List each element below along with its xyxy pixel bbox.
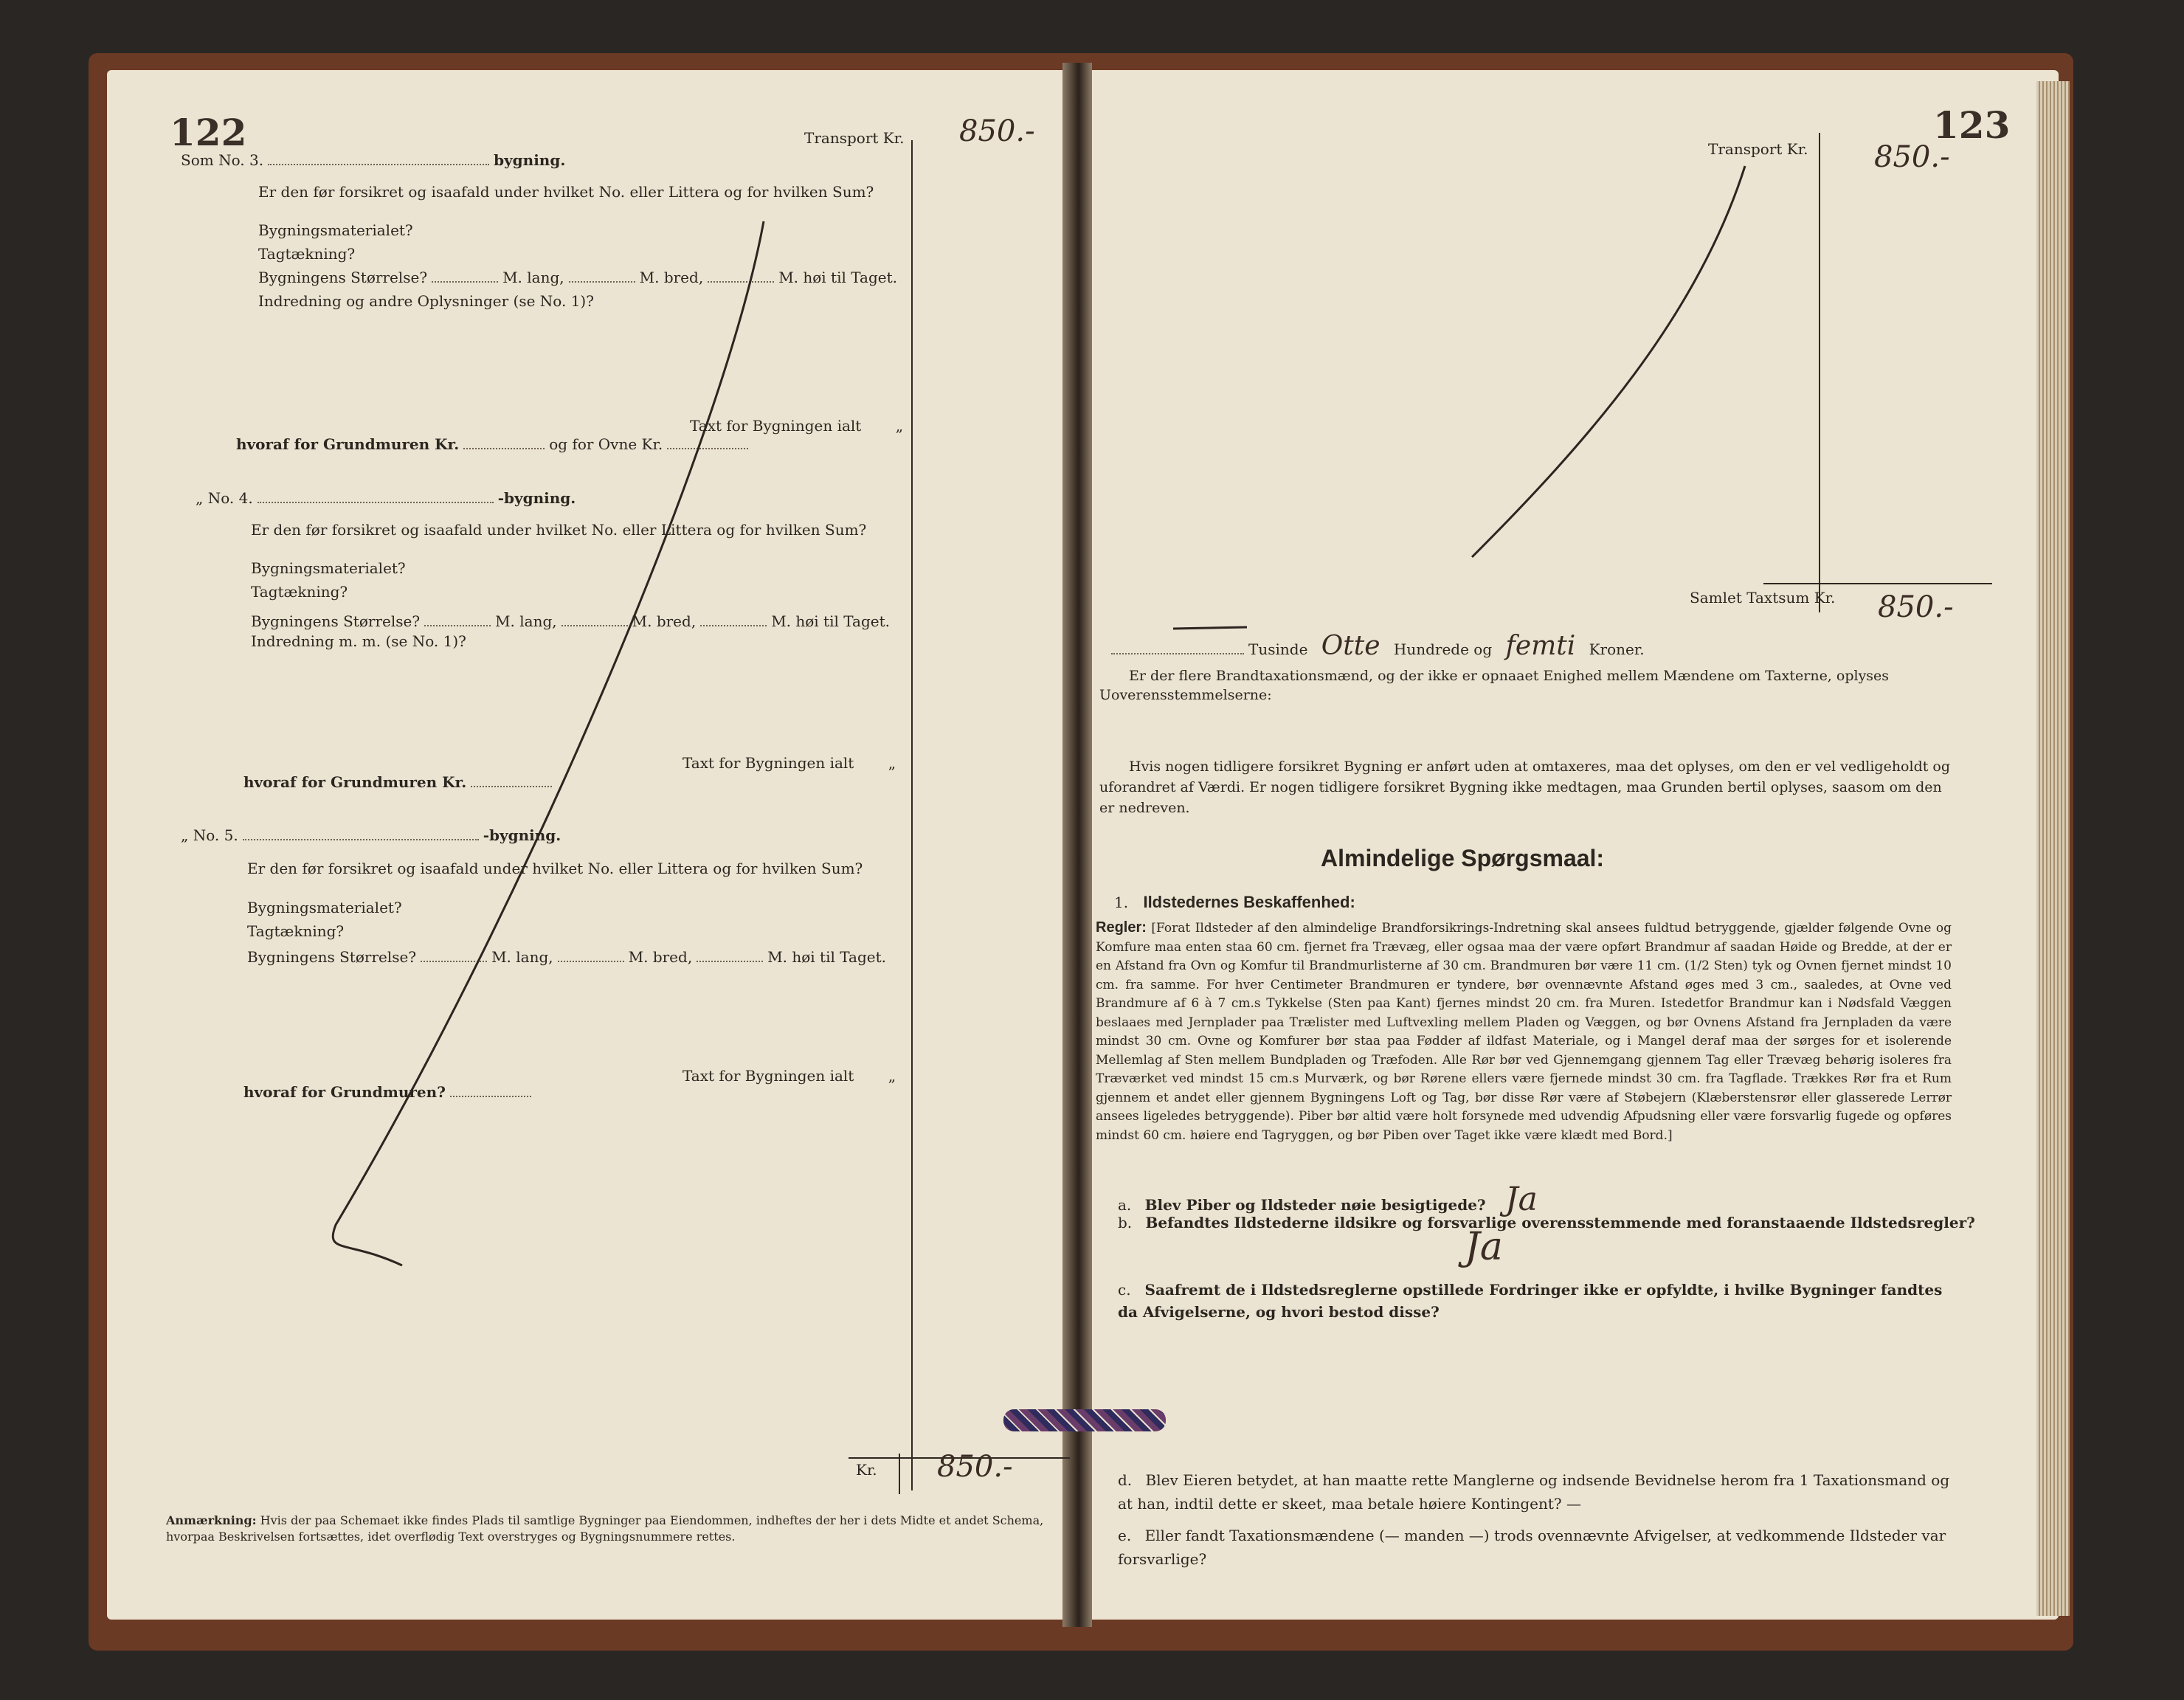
- section5-size: Bygningens Størrelse? M. lang, M. bred, M. høi til Taget.: [247, 948, 886, 966]
- question-e: e. Eller fandt Taxationsmændene (— manden —) trods ovennævnte Afvigelser, at vedkommende Ildsteder var forsvarlige?: [1118, 1527, 1946, 1568]
- section4-header: „ No. 4. -bygning.: [196, 489, 576, 507]
- general-questions-heading: Almindelige Spørgsmaal:: [1321, 845, 1605, 871]
- section5-tax: Taxt for Bygningen ialt „: [682, 1067, 896, 1085]
- question-d: d. Blev Eieren betydet, at han maatte rette Manglerne og indsende Bevidnelse herom fra 1 Taxationsmand og at han, indtil dette er skeet, maa betale høiere Kontingent? —: [1118, 1471, 1950, 1513]
- section3-header: Som No. 3. bygning.: [181, 151, 566, 169]
- section3-material: Bygningsmaterialet?: [258, 221, 413, 239]
- unrevalued-paragraph: Hvis nogen tidligere forsikret Bygning er anført uden at omtaxeres, maa det oplyses, om den er vel vedligeholdt og uforandret af Værdi. Er nogen tidligere forsikret Bygning ikke medtagen, maa Grunden bertil oplyses, saasom om den er nedreven.: [1099, 759, 1951, 816]
- right-page-number: 123: [1933, 103, 2011, 147]
- disagreement-paragraph: Er der flere Brandtaxationsmænd, og der ikke er opnaaet Enighed mellem Mændene om Taxterne, oplyses Uoverensstemmelserne:: [1099, 668, 1890, 703]
- section4-material: Bygningsmaterialet?: [251, 559, 406, 577]
- section4-size: Bygningens Størrelse? M. lang, M. bred, M. høi til Taget.: [251, 612, 890, 630]
- left-transport-label: Transport Kr.: [804, 129, 905, 147]
- section3-size: Bygningens Størrelse? M. lang, M. bred, M. høi til Taget.: [258, 269, 897, 286]
- question-c: c. Saafremt de i Ildstedsreglerne opstillede Fordringer ikke er opfyldte, i hvilke Bygninger fandtes da Afvigelserne, og hvori bestod disse?: [1118, 1281, 1943, 1321]
- answer-b: Ja: [1465, 1225, 1503, 1269]
- question-a: a. Blev Piber og Ildsteder nøie besigtigede? Ja: [1118, 1181, 1538, 1218]
- section3-interior: Indredning og andre Oplysninger (se No. 1)?: [258, 292, 594, 310]
- section3-roofing: Tagtækning?: [258, 245, 356, 263]
- bookmark-ribbon: [1003, 1409, 1166, 1431]
- left-page-strike: [333, 221, 764, 1265]
- section4-foundation: hvoraf for Grundmuren Kr.: [243, 773, 556, 791]
- question-b: b. Befandtes Ildstederne ildsikre og forsvarlige overensstemmende med foranstaaende Ildstedsregler?: [1118, 1214, 1975, 1231]
- amount-line: Tusinde Otte Hundrede og femti Kroner.: [1107, 631, 1645, 661]
- right-transport-value: 850.-: [1874, 140, 1950, 174]
- right-page-strike: [1472, 166, 1745, 557]
- left-page-number: 122: [170, 111, 247, 154]
- item1-title: 1. Ildstedernes Beskaffenhed:: [1114, 893, 1355, 911]
- section5-material: Bygningsmaterialet?: [247, 899, 402, 916]
- rules-text: Regler: [Forat Ildsteder af den almindelige Brandforsikrings-Indretning skal ansees fuldtud betryggende, gjælder følgende Ovne og Komfure maa enten staa 60 cm. fjernet fra Trævæg, eller ogsaa maa der være opført Brandmur af saadan Høide og Bredde, at der er en Afstand fra Ovn og Komfur til Brandmurlisterne af 30 cm. Brandmuren bør være 11 cm. (1/2 Sten) tyk og Ovnen fjernet mindst 10 cm. fra samme. For hver Centimeter Brandmuren er tyndere, bør ovennævnte Afstand øges med 3 cm., saaledes, at Ovne ved Brandmure af 6 à 7 cm.s Tykkelse (Sten paa Kant) fjernes mindst 20 cm. fra Muren. Istedetfor Brandmur kan i Nødsfald Væggen beslaaes med Jernplader paa Trælister med Luftvexling mellem Pladen og Væggen, og bør Ovnens Afstand fra Jernpladen da være mindst 30 cm. Ovne og Komfurer bør staa paa Fødder af ildfast Materiale, og i Mangel deraf maa der sørges for et isolerende Mellemlag af Sten mellem Bundpladen og Træfoden. Alle Rør bør ved Gjennemgang gjennem Tag eller Trævæg behørig isoleres fra Træværket ved mindst 15 cm.s Murværk, og bør Rørene ellers være fjernede mindst 30 cm. fra Tagflade. Trækkes Rør fra et Rum gjennem et andet eller gjennem Bygningens Loft og Tag, bør disse Rør være af Støbejern (Klæberstensrør eller glasserede Lerrør ansees ligeledes betryggende). Piber bør altid være holt forsynede med udvendig Afpudsning eller være forsvarlig fugede og opføres mindst 60 cm. høiere end Tagryggen, og bør Piben over Taget ikke være klædt med Bord.]: [1096, 919, 1952, 1143]
- section4-question: Er den før forsikret og isaafald under hvilket No. eller Littera og for hvilken Sum?: [251, 521, 867, 539]
- section4-roofing: Tagtækning?: [251, 583, 348, 601]
- left-transport-value: 850.-: [959, 114, 1035, 148]
- section4-interior: Indredning m. m. (se No. 1)?: [251, 632, 466, 650]
- section3-tax: Taxt for Bygningen ialt „: [690, 417, 904, 435]
- section4-tax: Taxt for Bygningen ialt „: [682, 754, 896, 772]
- section5-roofing: Tagtækning?: [247, 922, 345, 940]
- left-note: Anmærkning: Hvis der paa Schemaet ikke findes Plads til samtlige Bygninger paa Eiendommen, indheftes der her i dets Midte et andet Schema, hvorpaa Beskrivelsen fortsættes, idet overflødig Text overstryges og Bygningsnummere rettes.: [166, 1513, 1044, 1544]
- section5-header: „ No. 5. -bygning.: [181, 826, 561, 844]
- section3-question: Er den før forsikret og isaafald under hvilket No. eller Littera og for hvilken Sum?: [258, 183, 874, 201]
- right-sum-label: Samlet Taxtsum Kr.: [1690, 589, 1836, 607]
- answer-a: Ja: [1505, 1181, 1538, 1218]
- left-total-value: 850.-: [937, 1450, 1013, 1484]
- section5-question: Er den før forsikret og isaafald under hvilket No. eller Littera og for hvilken Sum?: [247, 860, 863, 877]
- right-transport-label: Transport Kr.: [1708, 140, 1808, 158]
- left-total-label: Kr.: [856, 1461, 877, 1479]
- section5-foundation: hvoraf for Grundmuren?: [243, 1083, 536, 1101]
- amount-dash: [1173, 627, 1247, 629]
- right-sum-value: 850.-: [1878, 590, 1954, 624]
- section3-foundation: hvoraf for Grundmuren Kr. og for Ovne Kr.: [236, 435, 753, 453]
